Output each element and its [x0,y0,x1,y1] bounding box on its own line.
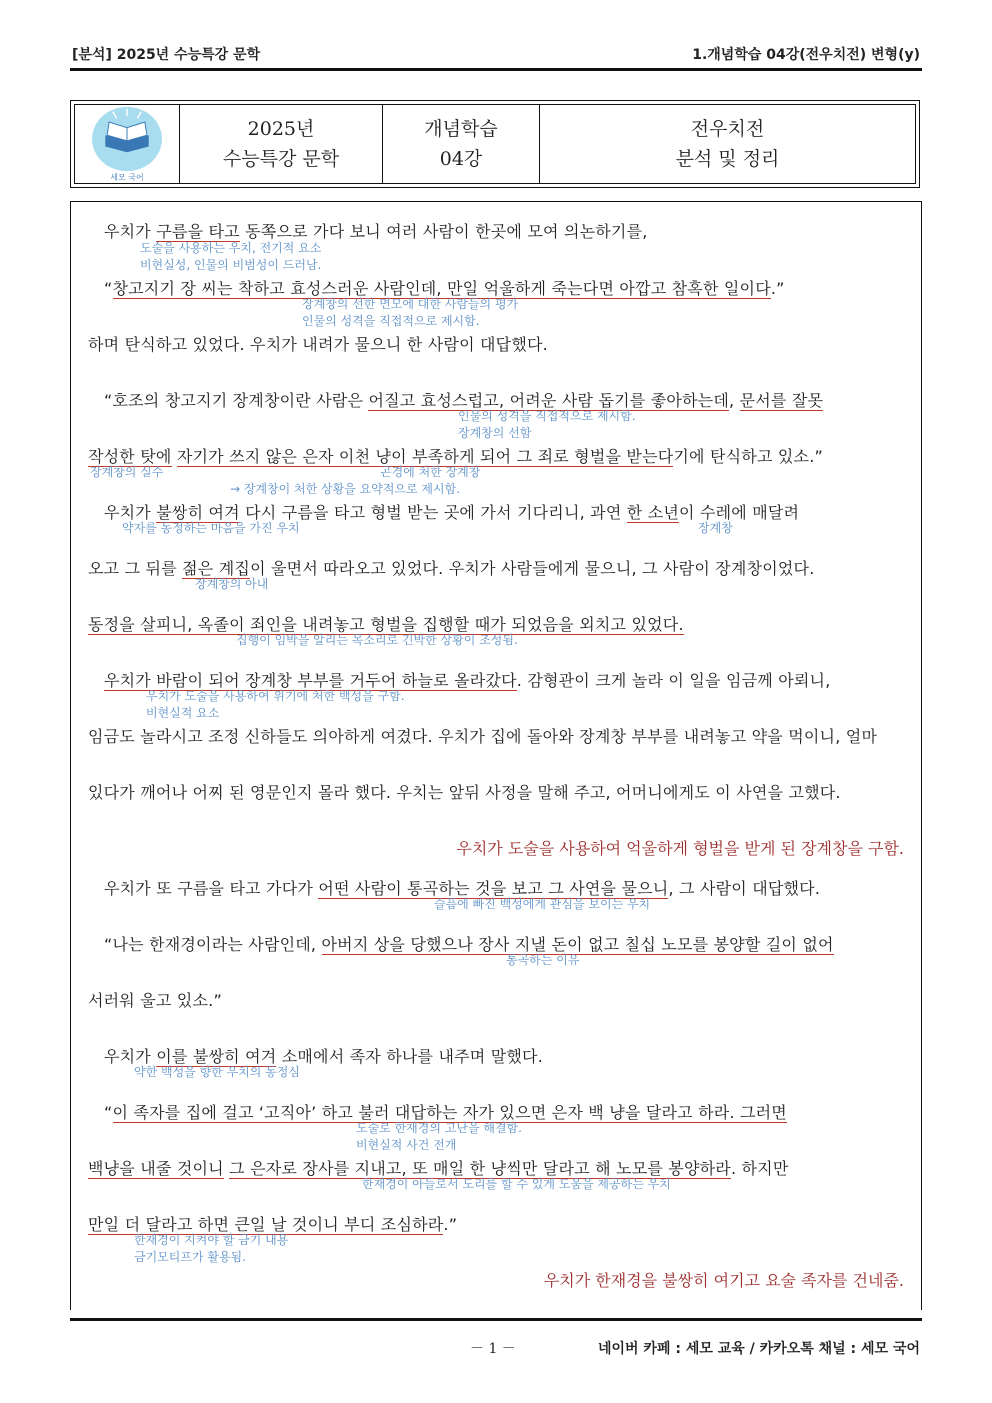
text-line: 우치가 이를 불쌍히 여겨 소매에서 족자 하나를 내주며 말했다. [104,1047,543,1066]
content-box [70,201,922,1310]
annotation: 비현실적 요소 [146,706,220,720]
title-cell-1 [180,105,383,183]
text-line: 하며 탄식하고 있었다. 우치가 내려가 물으니 한 사람이 대답했다. [88,335,548,354]
footer-text: 네이버 카페 : 세모 교육 / 카카오톡 채널 : 세모 국어 [597,1341,920,1357]
annotation: 한재경이 지켜야 할 금기 내용 [134,1233,289,1247]
text-line: 우치가 또 구름을 타고 가다가 어떤 사람이 통곡하는 것을 보고 그 사연을 물으니, 그 사람이 대답했다. [104,879,821,898]
text-line: 서러워 울고 있소.” [88,991,222,1010]
title-lesson: 04강 [439,148,483,170]
annotation: 비현실적 사건 전개 [356,1138,457,1152]
header-left: [분석] 2025년 수능특강 문학 [72,47,261,63]
annotation: 장계창의 선한 면모에 대한 사람들의 평가 [302,297,519,311]
text-line: 오고 그 뒤를 젊은 계집이 울면서 따라오고 있었다. 우치가 사람들에게 물으니, 그 사람이 장계창이었다. [88,559,815,578]
annotation: 장계창 [698,521,733,535]
section-summary: 우치가 도술을 사용하여 억울하게 형벌을 받게 된 장계창을 구함. [456,839,904,858]
annotation: 도술로 한재경의 고난을 해결함. [356,1121,522,1135]
annotation: 인물의 성격을 직접적으로 제시함. [458,409,636,423]
title-cell-2 [383,105,540,183]
text-line: 동정을 살피니, 옥졸이 죄인을 내려놓고 형벌을 집행할 때가 되었음을 외치고 있었다. [88,615,684,634]
annotation: 약자를 동정하는 마음을 가진 우치 [122,521,300,535]
annotation: → 장계창이 처한 상황을 요약적으로 제시함. [230,482,461,496]
annotation: 장계창의 아내 [195,577,269,591]
title-cell-3 [540,105,915,183]
title-table [70,100,920,188]
annotation: 곤경에 처한 장계창 [380,465,481,479]
text-line: 백냥을 내줄 것이니 그 은자로 장사를 지내고, 또 매일 한 냥씩만 달라고 해 노모를 봉양하라. 하지만 [88,1159,789,1178]
text-line: “창고지기 장 씨는 착하고 효성스러운 사람인데, 만일 억울하게 죽는다면 아깝고 참혹한 일이다.” [104,279,785,298]
text-line: “나는 한재경이라는 사람인데, 아버지 상을 당했으나 장사 지낼 돈이 없고 칠십 노모를 봉양할 길이 없어 [104,935,834,954]
annotation: 통곡하는 이유 [506,953,580,967]
text-line: 우치가 불쌍히 여겨 다시 구름을 타고 형벌 받는 곳에 가서 기다리니, 과연 한 소년이 수레에 매달려 [104,503,800,522]
title-work: 전우치전 [690,118,765,140]
title-book: 수능특강 문학 [222,148,340,170]
annotation: 한재경이 아들로서 도리를 할 수 있게 도움을 제공하는 우치 [362,1177,671,1191]
text-line: 우치가 구름을 타고 동쪽으로 가다 보니 여러 사람이 한곳에 모여 의논하기를, [104,222,648,241]
annotation: 우치가 도술을 사용하여 위기에 처한 백성을 구함. [146,689,405,703]
logo-cell [75,105,180,183]
book-logo-icon [88,105,166,173]
text-line: “이 족자를 집에 걸고 ‘고직아’ 하고 불러 대답하는 자가 있으면 은자 백 냥을 달라고 하라. 그러면 [104,1103,787,1122]
title-unit: 개념학습 [424,118,498,140]
section-summary: 우치가 한재경을 불쌍히 여기고 요술 족자를 건네줌. [543,1271,904,1290]
title-year: 2025년 [247,118,315,140]
page-number: － 1 － [470,1341,516,1357]
annotation: 집행이 임박을 알리는 목소리로 긴박한 상황이 조성됨. [236,633,518,647]
header-rule [70,68,922,71]
annotation: 슬픔에 빠진 백성에게 관심을 보이는 우치 [434,897,651,911]
text-line: 임금도 놀라시고 조정 신하들도 의아하게 여겼다. 우치가 집에 돌아와 장계창 부부를 내려놓고 약을 먹이니, 얼마 [88,727,878,746]
text-line: “호조의 창고지기 장계창이란 사람은 어질고 효성스럽고, 어려운 사람 돕기를 좋아하는데, 문서를 잘못 [104,391,824,410]
annotation: 비현실성, 인물의 비범성이 드러남. [140,258,322,272]
annotation: 약한 백성을 향한 우치의 동정심 [134,1065,300,1079]
annotation: 도술을 사용하는 우치, 전기적 요소 [140,241,322,255]
text-line: 작성한 탓에 자기가 쓰지 않은 은자 이천 냥이 부족하게 되어 그 죄로 형벌을 받는다기에 탄식하고 있소.” [88,447,823,466]
title-subtitle: 분석 및 정리 [675,148,780,170]
annotation: 장계창의 실수 [90,465,164,479]
header-right: 1.개념학습 04강(전우치전) 변형(y) [692,47,920,63]
annotation: 금기모티프가 활용됨. [134,1250,246,1264]
logo-text: 세모 국어 [110,173,144,182]
text-line: 우치가 바람이 되어 장계창 부부를 거두어 하늘로 올라갔다. 감형관이 크게 놀라 이 일을 임금께 아뢰니, [104,671,831,690]
footer-rule [70,1318,922,1321]
annotation: 장계창의 선함 [458,426,532,440]
text-line: 만일 더 달라고 하면 큰일 날 것이니 부디 조심하라.” [88,1215,458,1234]
text-line: 있다가 깨어나 어찌 된 영문인지 몰라 했다. 우치는 앞뒤 사정을 말해 주고, 어머니에게도 이 사연을 고했다. [88,783,841,802]
annotation: 인물의 성격을 직접적으로 제시함. [302,314,480,328]
